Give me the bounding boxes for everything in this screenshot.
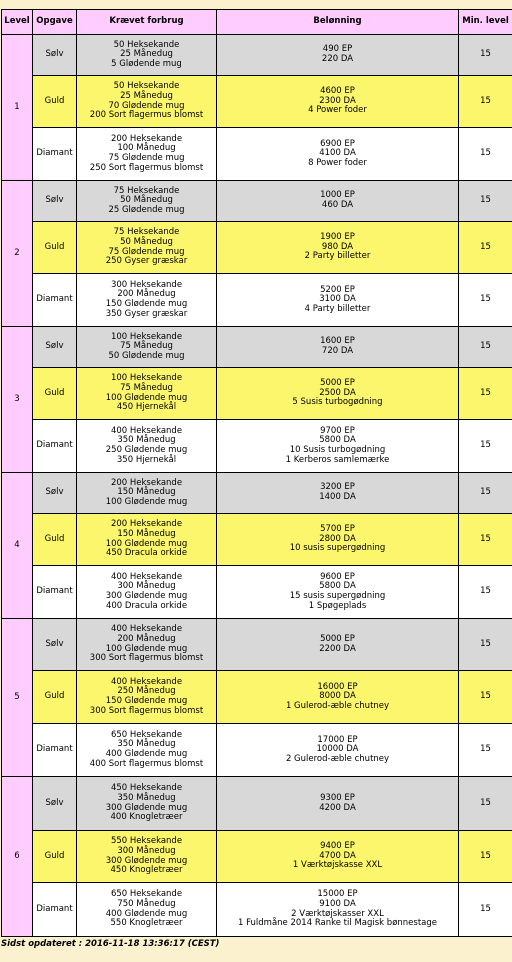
reward-cell [217,514,459,566]
task-type-cell: Sølv [33,181,77,222]
required-cell [77,128,217,181]
required-item: 400 Knogletræer [77,813,216,823]
min-level-cell: 15 [459,724,512,777]
required-item: 25 Månedug [77,92,216,102]
reward-item: 1400 DA [217,493,458,503]
required-item: 75 Heksekande [77,228,216,238]
table-row [2,128,512,181]
header-beloenning: Belønning [217,10,459,35]
reward-item: 1 Værktøjskasse XXL [217,861,458,871]
required-item: 200 Sort flagermus blomst [77,111,216,121]
required-item: 400 Sort flagermus blomst [77,760,216,770]
required-item: 400 Dracula orkide [77,602,216,612]
reward-item: 1 Kerberos samlemærke [217,456,458,466]
reward-cell [217,274,459,327]
reward-item: 490 EP [217,45,458,55]
reward-cell [217,420,459,473]
reward-item: 4 Party billetter [217,305,458,315]
reward-item: 8000 DA [217,692,458,702]
reward-item: 1900 EP [217,233,458,243]
min-level-cell: 15 [459,619,512,671]
required-item: 450 Heksekande [77,784,216,794]
reward-item: 5 Susis turbogødning [217,398,458,408]
required-item: 300 Månedug [77,847,216,857]
last-updated-label: Sidst opdateret : [1,939,85,949]
required-item: 100 Glødende mug [77,540,216,550]
min-level-cell: 15 [459,566,512,619]
required-item: 350 Gyser græskar [77,310,216,320]
min-level-cell: 15 [459,327,512,368]
required-item: 450 Dracula orkide [77,549,216,559]
required-item: 50 Heksekande [77,41,216,51]
reward-item: 9300 EP [217,794,458,804]
reward-item: 2800 DA [217,535,458,545]
reward-item: 3100 DA [217,295,458,305]
task-type-cell: Guld [33,76,77,128]
table-row [2,883,512,937]
required-item: 200 Månedug [77,290,216,300]
reward-item: 5700 EP [217,525,458,535]
min-level-cell: 15 [459,76,512,128]
required-item: 250 Gyser græskar [77,257,216,267]
header-level: Level [2,10,33,35]
required-cell [77,619,217,671]
reward-cell [217,883,459,937]
required-item: 300 Sort flagermus blomst [77,707,216,717]
reward-item: 1600 EP [217,337,458,347]
task-type-cell: Sølv [33,619,77,671]
reward-item: 2 Gulerod-æble chutney [217,755,458,765]
header-row [2,10,512,35]
reward-item: 9100 DA [217,900,458,910]
required-item: 150 Glødende mug [77,697,216,707]
required-item: 75 Månedug [77,384,216,394]
task-type-cell: Diamant [33,724,77,777]
required-item: 300 Glødende mug [77,857,216,867]
reward-item: 4100 DA [217,149,458,159]
required-item: 200 Heksekande [77,520,216,530]
reward-item: 3200 EP [217,483,458,493]
required-cell [77,724,217,777]
reward-item: 2 Party billetter [217,252,458,262]
task-type-cell: Guld [33,368,77,420]
required-item: 50 Månedug [77,238,216,248]
reward-item: 10 Susis turbogødning [217,446,458,456]
required-item: 75 Glødende mug [77,248,216,258]
reward-cell [217,327,459,368]
required-item: 350 Månedug [77,436,216,446]
required-item: 25 Månedug [77,50,216,60]
required-item: 650 Heksekande [77,731,216,741]
required-item: 550 Knogletræer [77,919,216,929]
reward-item: 460 DA [217,201,458,211]
min-level-cell: 15 [459,181,512,222]
table-row [2,514,512,566]
last-updated-timestamp: 2016-11-18 13:36:17 (CEST) [85,939,219,949]
task-type-cell: Sølv [33,777,77,831]
task-type-cell: Guld [33,514,77,566]
min-level-cell: 15 [459,35,512,76]
reward-cell [217,566,459,619]
required-item: 300 Glødende mug [77,592,216,602]
required-item: 250 Sort flagermus blomst [77,164,216,174]
required-cell [77,327,217,368]
task-type-cell: Diamant [33,274,77,327]
task-type-cell: Guld [33,831,77,883]
min-level-cell: 15 [459,473,512,514]
required-cell [77,35,217,76]
required-item: 25 Glødende mug [77,206,216,216]
reward-item: 6900 EP [217,140,458,150]
reward-item: 2 Værktøjskasser XXL [217,910,458,920]
task-type-cell: Diamant [33,883,77,937]
reward-item: 10 susis supergødning [217,544,458,554]
min-level-cell: 15 [459,777,512,831]
required-cell [77,274,217,327]
required-item: 300 Månedug [77,582,216,592]
required-item: 50 Glødende mug [77,352,216,362]
required-item: 250 Glødende mug [77,446,216,456]
header-kraevet-forbrug: Krævet forbrug [77,10,217,35]
table-row [2,181,512,222]
reward-item: 220 DA [217,55,458,65]
table-row [2,777,512,831]
table-row [2,671,512,724]
required-item: 100 Glødende mug [77,645,216,655]
required-cell [77,420,217,473]
required-item: 150 Glødende mug [77,300,216,310]
task-type-cell: Diamant [33,128,77,181]
task-type-cell: Diamant [33,566,77,619]
reward-cell [217,671,459,724]
reward-cell [217,181,459,222]
required-item: 50 Heksekande [77,82,216,92]
reward-cell [217,76,459,128]
required-item: 150 Månedug [77,530,216,540]
reward-cell [217,128,459,181]
quest-table [1,9,512,937]
required-item: 350 Månedug [77,740,216,750]
min-level-cell: 15 [459,128,512,181]
level-cell: 6 [2,777,33,937]
required-item: 200 Heksekande [77,135,216,145]
reward-item: 5200 EP [217,286,458,296]
reward-cell [217,35,459,76]
min-level-cell: 15 [459,222,512,274]
required-item: 400 Heksekande [77,573,216,583]
required-item: 70 Glødende mug [77,102,216,112]
reward-item: 1 Fuldmåne 2014 Ranke til Magisk bønnestage [217,919,458,929]
required-item: 400 Glødende mug [77,750,216,760]
table-row [2,566,512,619]
reward-item: 4 Power foder [217,106,458,116]
level-cell: 5 [2,619,33,777]
reward-item: 2300 DA [217,97,458,107]
reward-cell [217,777,459,831]
required-item: 300 Glødende mug [77,804,216,814]
required-item: 100 Glødende mug [77,394,216,404]
reward-item: 8 Power foder [217,159,458,169]
required-item: 400 Heksekande [77,625,216,635]
reward-item: 1 Gulerod-æble chutney [217,702,458,712]
table-row [2,35,512,76]
reward-item: 9400 EP [217,842,458,852]
required-cell [77,777,217,831]
reward-item: 4700 DA [217,852,458,862]
reward-cell [217,619,459,671]
table-row [2,420,512,473]
min-level-cell: 15 [459,671,512,724]
required-item: 100 Månedug [77,144,216,154]
reward-item: 5800 DA [217,582,458,592]
last-updated [1,939,512,949]
task-type-cell: Sølv [33,473,77,514]
table-row [2,619,512,671]
table-row [2,76,512,128]
task-type-cell: Guld [33,222,77,274]
required-item: 650 Heksekande [77,890,216,900]
required-item: 200 Månedug [77,635,216,645]
min-level-cell: 15 [459,883,512,937]
reward-item: 9600 EP [217,573,458,583]
required-item: 100 Heksekande [77,333,216,343]
level-cell: 1 [2,35,33,181]
min-level-cell: 15 [459,420,512,473]
reward-item: 10000 DA [217,745,458,755]
required-cell [77,76,217,128]
required-item: 300 Heksekande [77,281,216,291]
reward-item: 5000 EP [217,635,458,645]
min-level-cell: 15 [459,368,512,420]
table-row [2,368,512,420]
required-item: 550 Heksekande [77,837,216,847]
required-item: 100 Glødende mug [77,498,216,508]
required-item: 350 Hjernekål [77,456,216,466]
reward-item: 5800 DA [217,436,458,446]
required-item: 75 Månedug [77,342,216,352]
reward-cell [217,724,459,777]
reward-item: 9700 EP [217,427,458,437]
min-level-cell: 15 [459,831,512,883]
table-row [2,831,512,883]
level-cell: 2 [2,181,33,327]
required-cell [77,222,217,274]
level-cell: 4 [2,473,33,619]
required-item: 5 Glødende mug [77,60,216,70]
required-item: 400 Heksekande [77,427,216,437]
reward-cell [217,222,459,274]
required-cell [77,671,217,724]
reward-item: 4600 EP [217,87,458,97]
required-item: 150 Månedug [77,488,216,498]
reward-item: 980 DA [217,243,458,253]
min-level-cell: 15 [459,274,512,327]
reward-item: 16000 EP [217,683,458,693]
task-type-cell: Sølv [33,327,77,368]
task-type-cell: Sølv [33,35,77,76]
reward-item: 2200 DA [217,645,458,655]
required-cell [77,883,217,937]
required-item: 450 Hjernekål [77,403,216,413]
required-item: 750 Månedug [77,900,216,910]
reward-cell [217,473,459,514]
table-row [2,222,512,274]
reward-item: 5000 EP [217,379,458,389]
reward-item: 17000 EP [217,736,458,746]
required-item: 400 Glødende mug [77,910,216,920]
reward-item: 15000 EP [217,890,458,900]
reward-cell [217,368,459,420]
task-type-cell: Guld [33,671,77,724]
reward-item: 1000 EP [217,191,458,201]
quest-body [2,35,512,937]
required-item: 450 Knogletræer [77,866,216,876]
required-item: 250 Månedug [77,687,216,697]
table-row [2,327,512,368]
required-item: 200 Heksekande [77,479,216,489]
required-cell [77,181,217,222]
reward-item: 720 DA [217,347,458,357]
reward-item: 15 susis supergødning [217,592,458,602]
level-cell: 3 [2,327,33,473]
required-cell [77,566,217,619]
required-item: 75 Glødende mug [77,154,216,164]
reward-item: 2500 DA [217,389,458,399]
required-item: 100 Heksekande [77,374,216,384]
required-item: 75 Heksekande [77,187,216,197]
task-type-cell: Diamant [33,420,77,473]
table-row [2,274,512,327]
required-item: 300 Sort flagermus blomst [77,654,216,664]
required-cell [77,831,217,883]
required-cell [77,368,217,420]
header-min-level: Min. level [459,10,512,35]
min-level-cell: 15 [459,514,512,566]
reward-item: 4200 DA [217,804,458,814]
reward-item: 1 Spøgeplads [217,602,458,612]
required-cell [77,473,217,514]
required-item: 350 Månedug [77,794,216,804]
header-opgave: Opgave [33,10,77,35]
table-row [2,724,512,777]
required-item: 50 Månedug [77,196,216,206]
reward-cell [217,831,459,883]
required-item: 400 Heksekande [77,678,216,688]
required-cell [77,514,217,566]
table-row [2,473,512,514]
